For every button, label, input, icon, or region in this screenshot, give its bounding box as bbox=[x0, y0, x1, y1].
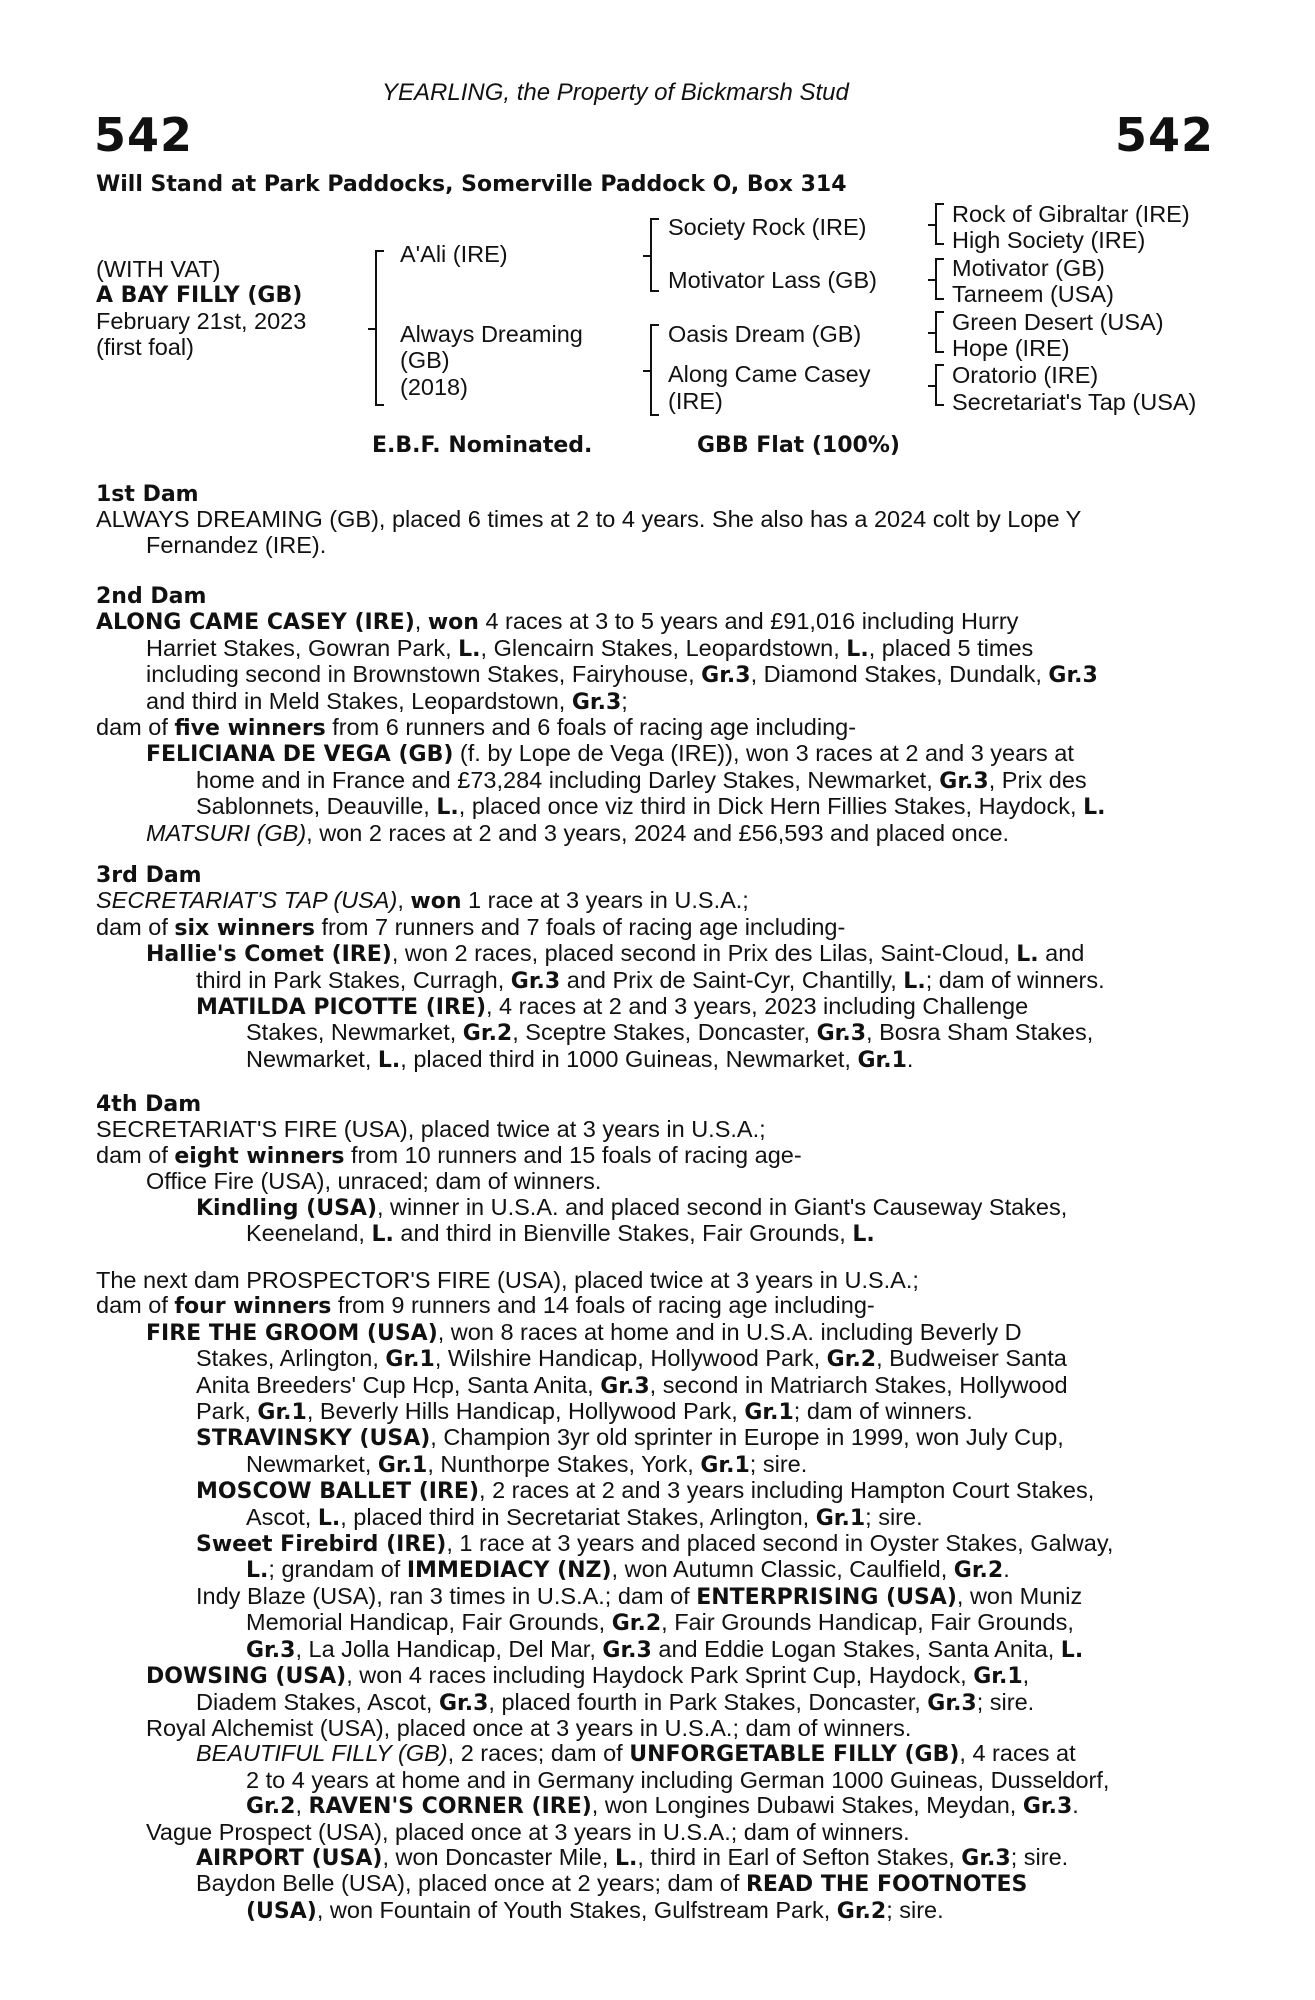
text-run: 1 race at 3 years in U.S.A.; bbox=[461, 887, 749, 914]
text-run: Sablonnets, Deauville, bbox=[196, 793, 437, 820]
pedigree-dam-line1: Always Dreaming bbox=[400, 321, 583, 347]
pedigree-sire-dam: Motivator Lass (GB) bbox=[668, 267, 877, 293]
horse-name: SECRETARIAT'S TAP (USA) bbox=[96, 887, 398, 914]
text-run: , Glencairn Stakes, Leopardstown, bbox=[480, 634, 847, 661]
text-line bbox=[196, 1531, 1204, 1557]
vat-note: (WITH VAT) bbox=[96, 256, 221, 282]
winners-count: six winners bbox=[174, 915, 315, 941]
text-line: Royal Alchemist (USA), placed once at 3 years in U.S.A.; dam of winners. bbox=[146, 1714, 912, 1741]
text-run: , winner in U.S.A. and placed second in Giant's Causeway Stakes, bbox=[377, 1193, 1068, 1220]
text-run: ; dam of winners. bbox=[793, 1398, 973, 1425]
grade: Gr.1 bbox=[815, 1505, 866, 1531]
pedigree-gg1: Rock of Gibraltar (IRE) bbox=[952, 201, 1190, 227]
text-run: , Prix des bbox=[988, 766, 1087, 793]
text-line bbox=[246, 1047, 1204, 1073]
text-run: . bbox=[906, 1045, 914, 1072]
pedigree-dam-dam-line2: (IRE) bbox=[668, 388, 723, 414]
grade: Gr.2 bbox=[953, 1558, 1004, 1584]
text-run: ; sire. bbox=[865, 1503, 923, 1530]
grade: L. bbox=[903, 968, 926, 994]
text-line bbox=[246, 1898, 1204, 1924]
text-line bbox=[146, 1320, 1204, 1346]
grade: Gr.2 bbox=[836, 1898, 887, 1924]
text-line bbox=[146, 941, 1204, 967]
text-line bbox=[196, 768, 1204, 794]
text-line: ALWAYS DREAMING (GB), placed 6 times at 2 to 4 years. She also has a 2024 colt by Lope Y bbox=[96, 506, 1082, 533]
grade: L. bbox=[614, 1845, 638, 1871]
grade: Gr.3 bbox=[701, 663, 751, 689]
text-line: Fernandez (IRE). bbox=[146, 531, 327, 558]
text-run: , Budweiser Santa bbox=[876, 1345, 1067, 1372]
text-run: , won Muniz bbox=[956, 1582, 1083, 1609]
text-run: Stakes, Arlington, bbox=[196, 1345, 386, 1372]
text-line: The next dam PROSPECTOR'S FIRE (USA), placed twice at 3 years in U.S.A.; bbox=[96, 1267, 919, 1293]
text-run: , La Jolla Handicap, Del Mar, bbox=[295, 1635, 603, 1662]
lot-number-left: 542 bbox=[94, 108, 194, 162]
text-line bbox=[146, 636, 1204, 662]
text-run: Park, bbox=[196, 1398, 258, 1425]
text-line bbox=[196, 1478, 1204, 1504]
text-run: , Diamond Stakes, Dundalk, bbox=[750, 661, 1049, 688]
text-run: from 9 runners and 14 foals of racing age including- bbox=[331, 1292, 875, 1319]
text-line bbox=[196, 994, 1204, 1020]
text-line bbox=[196, 1845, 1204, 1871]
grade: Gr.1 bbox=[377, 1452, 428, 1478]
gbb-tag: GBB Flat (100%) bbox=[697, 433, 900, 458]
text-run: from 10 runners and 15 foals of racing age- bbox=[344, 1141, 802, 1168]
text-run: , won 8 races at home and in U.S.A. including Beverly D bbox=[437, 1318, 1022, 1345]
grade: Gr.3 bbox=[246, 1637, 296, 1663]
stand-location: Will Stand at Park Paddocks, Somerville Paddock O, Box 314 bbox=[96, 172, 847, 197]
brace-sire-line bbox=[650, 218, 659, 292]
pedigree-gg5: Green Desert (USA) bbox=[952, 309, 1164, 335]
grade: Gr.3 bbox=[961, 1845, 1011, 1871]
horse-name: MOSCOW BALLET (IRE) bbox=[196, 1479, 480, 1505]
text-run: , 2 races; dam of bbox=[447, 1740, 630, 1767]
horse-name: Sweet Firebird (IRE) bbox=[196, 1532, 447, 1558]
grade: Gr.1 bbox=[744, 1400, 794, 1426]
text-line bbox=[246, 1505, 1204, 1531]
grade: Gr.1 bbox=[700, 1452, 750, 1478]
grade: Gr.3 bbox=[939, 768, 989, 794]
horse-name: STRAVINSKY (USA) bbox=[196, 1426, 431, 1452]
section-title: 4th Dam bbox=[96, 1092, 202, 1117]
text-line bbox=[196, 968, 1204, 994]
text-run: , Wilshire Handicap, Hollywood Park, bbox=[434, 1345, 827, 1372]
text-run: 4 races at 3 to 5 years and £91,016 including Hurry bbox=[478, 608, 1019, 635]
text-line bbox=[96, 715, 1204, 741]
text-line bbox=[196, 1871, 1204, 1897]
foaling-date: February 21st, 2023 bbox=[96, 308, 307, 334]
text-run: ; sire. bbox=[976, 1688, 1035, 1715]
text-run: ; sire. bbox=[1010, 1843, 1069, 1870]
horse-name: ALONG CAME CASEY (IRE) bbox=[96, 610, 415, 636]
brace-generation-1 bbox=[375, 250, 384, 406]
text-run: , Bosra Sham Stakes, bbox=[866, 1019, 1094, 1046]
text-run: , third in Earl of Sefton Stakes, bbox=[637, 1843, 962, 1870]
text-run: dam of bbox=[96, 714, 175, 741]
horse-name: MATILDA PICOTTE (IRE) bbox=[196, 995, 486, 1021]
text-run: home and in France and £73,284 including Darley Stakes, Newmarket, bbox=[196, 766, 940, 793]
text-line bbox=[246, 1637, 1204, 1663]
horse-name: RAVEN'S CORNER (IRE) bbox=[308, 1794, 592, 1820]
text-run: , won Doncaster Mile, bbox=[382, 1843, 615, 1870]
section-2nd-dam bbox=[96, 584, 1204, 846]
text-line: Vague Prospect (USA), placed once at 3 years in U.S.A.; dam of winners. bbox=[146, 1818, 910, 1845]
text-line bbox=[146, 821, 1204, 846]
horse-name: BEAUTIFUL FILLY (GB) bbox=[196, 1740, 448, 1767]
horse-name: DOWSING (USA) bbox=[146, 1664, 347, 1690]
text-line bbox=[196, 1399, 1204, 1425]
grade: Gr.1 bbox=[973, 1664, 1023, 1690]
text-line bbox=[196, 1690, 1204, 1716]
text-run: third in Park Stakes, Curragh, bbox=[196, 966, 511, 993]
text-run: , Fair Grounds Handicap, Fair Grounds, bbox=[661, 1609, 1074, 1636]
grade: L. bbox=[317, 1505, 341, 1531]
text-line bbox=[196, 1373, 1204, 1399]
text-line: 2 to 4 years at home and in Germany including German 1000 Guineas, Dusseldorf, bbox=[246, 1766, 1110, 1793]
grade: Gr.3 bbox=[438, 1690, 489, 1716]
grade: Gr.3 bbox=[1022, 1794, 1073, 1820]
grade: Gr.3 bbox=[1048, 663, 1098, 689]
text-run: from 7 runners and 7 foals of racing age including- bbox=[314, 913, 846, 940]
text-run: , Champion 3yr old sprinter in Europe in 1999, won July Cup, bbox=[430, 1424, 1064, 1451]
horse-name: IMMEDIACY (NZ) bbox=[406, 1558, 612, 1584]
brace-dam-line bbox=[650, 324, 659, 416]
text-run: , won Fountain of Youth Stakes, Gulfstream Park, bbox=[316, 1896, 837, 1923]
text-run: , placed third in Secretariat Stakes, Arlington, bbox=[340, 1503, 816, 1530]
foal-note: (first foal) bbox=[96, 334, 194, 360]
pedigree-gg6: Hope (IRE) bbox=[952, 335, 1070, 361]
winners-count: four winners bbox=[174, 1294, 332, 1320]
section-1st-dam bbox=[96, 482, 1204, 558]
text-line bbox=[246, 1793, 1204, 1819]
text-line bbox=[146, 741, 1204, 767]
text-run: , won 4 races including Haydock Park Sprint Cup, Haydock, bbox=[346, 1662, 974, 1689]
pedigree-dam-line3: (2018) bbox=[400, 374, 468, 400]
grade: L. bbox=[1083, 795, 1106, 821]
text-run: , placed fourth in Park Stakes, Doncaster, bbox=[488, 1688, 928, 1715]
text-line bbox=[96, 609, 1204, 635]
grade: L. bbox=[436, 795, 459, 821]
text-run: , Beverly Hills Handicap, Hollywood Park, bbox=[306, 1398, 745, 1425]
grade: L. bbox=[246, 1558, 269, 1584]
section-next-dam bbox=[96, 1268, 1204, 1924]
pedigree-sire-sire: Society Rock (IRE) bbox=[668, 214, 867, 240]
text-run: , second in Matriarch Stakes, Hollywood bbox=[649, 1371, 1068, 1398]
text-line bbox=[246, 1221, 1204, 1247]
grade: L. bbox=[458, 636, 481, 662]
horse-name: (USA) bbox=[246, 1898, 317, 1924]
text-run: and Eddie Logan Stakes, Santa Anita, bbox=[651, 1635, 1061, 1662]
grade: Gr.3 bbox=[571, 689, 622, 715]
ebf-tag: E.B.F. Nominated. bbox=[372, 433, 593, 458]
pedigree-gg3: Motivator (GB) bbox=[952, 255, 1105, 281]
text-run: . bbox=[1003, 1556, 1010, 1583]
text-line bbox=[96, 915, 1204, 941]
text-run: , placed once viz third in Dick Hern Fillies Stakes, Haydock, bbox=[458, 793, 1084, 820]
section-title: 3rd Dam bbox=[96, 863, 202, 888]
text-run: Harriet Stakes, Gowran Park, bbox=[146, 634, 459, 661]
winners-count: five winners bbox=[174, 716, 326, 742]
text-run: , 1 race at 3 years and placed second in Oyster Stakes, Galway, bbox=[446, 1530, 1114, 1557]
text-run: , Sceptre Stakes, Doncaster, bbox=[512, 1019, 817, 1046]
horse-name: FIRE THE GROOM (USA) bbox=[146, 1320, 438, 1346]
pedigree-dam-dam-line1: Along Came Casey bbox=[668, 361, 871, 387]
text-run: ; dam of winners. bbox=[925, 966, 1105, 993]
grade: Gr.2 bbox=[826, 1347, 877, 1373]
text-run: and third in Bienville Stakes, Fair Grounds, bbox=[393, 1220, 853, 1247]
text-line bbox=[146, 1663, 1204, 1689]
grade: Gr.2 bbox=[246, 1794, 296, 1820]
text-run: Anita Breeders' Cup Hcp, Santa Anita, bbox=[196, 1371, 601, 1398]
text-line bbox=[96, 1293, 1204, 1319]
section-title: 2nd Dam bbox=[96, 584, 207, 609]
grade: Gr.1 bbox=[257, 1400, 307, 1426]
grade: Gr.3 bbox=[602, 1637, 652, 1663]
text-line bbox=[246, 1452, 1204, 1478]
text-run: , bbox=[295, 1792, 309, 1819]
brace-g3 bbox=[935, 311, 944, 353]
text-run: from 6 runners and 6 foals of racing age including- bbox=[325, 714, 857, 741]
winners-count: eight winners bbox=[174, 1143, 345, 1169]
pedigree-sire: A'Ali (IRE) bbox=[400, 241, 508, 267]
text-line bbox=[196, 1741, 1204, 1767]
brace-g2 bbox=[935, 258, 944, 300]
text-run: , placed 5 times bbox=[868, 634, 1034, 661]
text-run: ; sire. bbox=[886, 1896, 944, 1923]
text-run: dam of bbox=[96, 1141, 175, 1168]
text-run: , won Autumn Classic, Caulfield, bbox=[611, 1556, 954, 1583]
text-line bbox=[196, 1346, 1204, 1372]
text-run: Diadem Stakes, Ascot, bbox=[196, 1688, 439, 1715]
text-run: ; bbox=[621, 687, 628, 714]
text-line bbox=[196, 1425, 1204, 1451]
catalogue-subtitle: YEARLING, the Property of Bickmarsh Stud bbox=[382, 79, 849, 106]
grade: Gr.3 bbox=[510, 968, 561, 994]
horse-name: FELICIANA DE VEGA (GB) bbox=[146, 742, 454, 768]
horse-name: Kindling (USA) bbox=[196, 1195, 377, 1221]
text-line bbox=[196, 1195, 1204, 1221]
grade: L. bbox=[377, 1047, 401, 1073]
text-run: Ascot, bbox=[246, 1503, 318, 1530]
text-line: Office Fire (USA), unraced; dam of winners. bbox=[146, 1168, 602, 1195]
text-run: Indy Blaze (USA), ran 3 times in U.S.A.; dam of bbox=[196, 1582, 697, 1609]
grade: Gr.2 bbox=[462, 1021, 513, 1047]
section-title: 1st Dam bbox=[96, 482, 199, 507]
text-run: , won 2 races at 2 and 3 years, 2024 and £56,593 and placed once. bbox=[306, 819, 1010, 846]
text-run: Baydon Belle (USA), placed once at 2 years; dam of bbox=[196, 1870, 746, 1897]
text-run: dam of bbox=[96, 913, 175, 940]
pedigree-gg8: Secretariat's Tap (USA) bbox=[952, 389, 1197, 415]
text-run: dam of bbox=[96, 1292, 175, 1319]
text-line bbox=[196, 1584, 1204, 1610]
text-run: , placed third in 1000 Guineas, Newmarket, bbox=[400, 1045, 858, 1072]
text-run: , bbox=[397, 887, 411, 914]
text-run: ; sire. bbox=[749, 1450, 808, 1477]
won-marker: won bbox=[410, 889, 462, 915]
pedigree-gg2: High Society (IRE) bbox=[952, 227, 1146, 253]
lot-number-right: 542 bbox=[1115, 108, 1215, 162]
text-line bbox=[246, 1020, 1204, 1046]
text-run: ; grandam of bbox=[268, 1556, 407, 1583]
horse-name: ENTERPRISING (USA) bbox=[696, 1584, 957, 1610]
section-3rd-dam bbox=[96, 863, 1204, 1073]
horse-name: READ THE FOOTNOTES bbox=[745, 1872, 1028, 1898]
text-run: . bbox=[1072, 1792, 1079, 1819]
won-marker: won bbox=[427, 610, 479, 636]
grade: Gr.2 bbox=[611, 1611, 662, 1637]
text-run: and third in Meld Stakes, Leopardstown, bbox=[146, 687, 572, 714]
grade: Gr.3 bbox=[600, 1373, 650, 1399]
grade: Gr.3 bbox=[816, 1021, 867, 1047]
text-run: Stakes, Newmarket, bbox=[246, 1019, 463, 1046]
pedigree-dam-line2: (GB) bbox=[400, 347, 450, 373]
grade: Gr.1 bbox=[385, 1347, 435, 1373]
grade: L. bbox=[1016, 942, 1039, 968]
text-line bbox=[96, 888, 1204, 914]
horse-name: AIRPORT (USA) bbox=[196, 1845, 383, 1871]
grade: L. bbox=[1060, 1637, 1084, 1663]
text-run: and Prix de Saint-Cyr, Chantilly, bbox=[560, 966, 904, 993]
horse-name: MATSURI (GB) bbox=[146, 819, 307, 846]
grade: Gr.3 bbox=[927, 1690, 977, 1716]
grade: L. bbox=[846, 636, 869, 662]
text-line bbox=[96, 1143, 1204, 1169]
brace-g4 bbox=[935, 364, 944, 406]
text-run: , bbox=[414, 608, 428, 635]
text-run: Keeneland, bbox=[246, 1220, 372, 1247]
section-4th-dam bbox=[96, 1092, 1204, 1247]
pedigree-gg7: Oratorio (IRE) bbox=[952, 362, 1099, 388]
horse-name: Hallie's Comet (IRE) bbox=[146, 942, 392, 968]
text-line bbox=[246, 1610, 1204, 1636]
text-line bbox=[146, 662, 1204, 688]
brace-g1 bbox=[935, 203, 944, 245]
horse-name: UNFORGETABLE FILLY (GB) bbox=[629, 1742, 960, 1768]
horse-description: A BAY FILLY (GB) bbox=[96, 283, 303, 308]
text-line: SECRETARIAT'S FIRE (USA), placed twice at 3 years in U.S.A.; bbox=[96, 1116, 766, 1143]
text-run: , won Longines Dubawi Stakes, Meydan, bbox=[591, 1792, 1023, 1819]
text-run: and bbox=[1038, 940, 1085, 967]
pedigree-dam-sire: Oasis Dream (GB) bbox=[668, 321, 862, 347]
text-run: , Nunthorpe Stakes, York, bbox=[427, 1450, 701, 1477]
text-run: , won 2 races, placed second in Prix des Lilas, Saint-Cloud, bbox=[391, 940, 1017, 967]
text-run: , bbox=[1022, 1662, 1030, 1689]
text-run: , 4 races at 2 and 3 years, 2023 including Challenge bbox=[486, 993, 1029, 1020]
grade: Gr.1 bbox=[857, 1047, 907, 1073]
grade: L. bbox=[852, 1222, 875, 1248]
text-run: including second in Brownstown Stakes, Fairyhouse, bbox=[146, 661, 702, 688]
pedigree-gg4: Tarneem (USA) bbox=[952, 281, 1114, 307]
text-run: , 2 races at 2 and 3 years including Hampton Court Stakes, bbox=[479, 1477, 1095, 1504]
grade: L. bbox=[371, 1222, 394, 1248]
text-run: , 4 races at bbox=[959, 1740, 1076, 1767]
text-run: Newmarket, bbox=[246, 1045, 378, 1072]
text-run: Memorial Handicap, Fair Grounds, bbox=[246, 1609, 612, 1636]
text-line bbox=[146, 689, 1204, 715]
text-line bbox=[196, 794, 1204, 820]
text-run: (f. by Lope de Vega (IRE)), won 3 races at 2 and 3 years at bbox=[453, 740, 1074, 767]
text-line bbox=[246, 1557, 1204, 1583]
text-run: Newmarket, bbox=[246, 1450, 378, 1477]
